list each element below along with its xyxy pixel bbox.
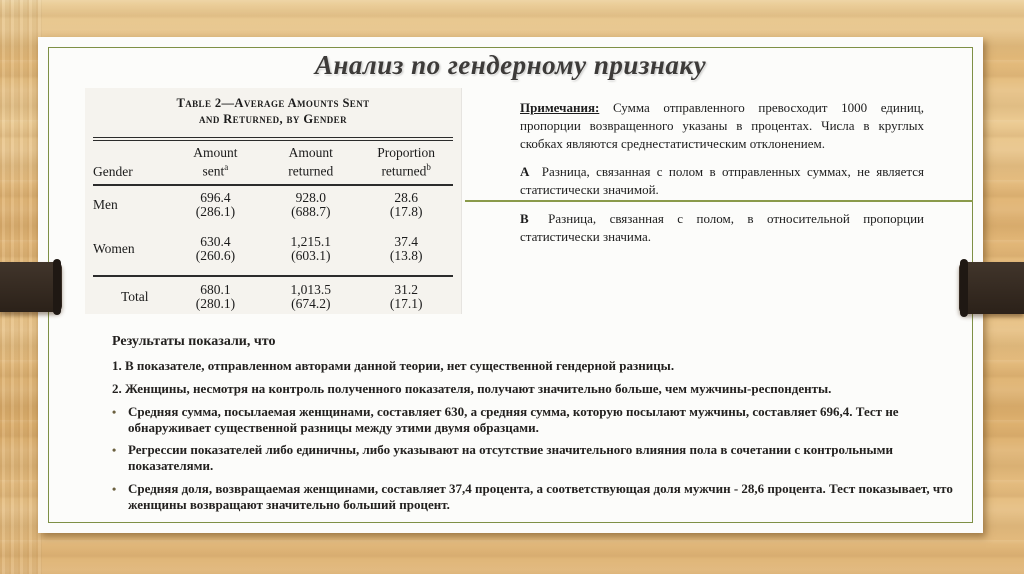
bullet-text: Регрессии показателей либо единичны, либо указывают на отсутствие значительного влияния пола в сочетании с контрольными показателями. (128, 442, 893, 474)
note-a (520, 163, 924, 199)
notes-divider-line (465, 200, 973, 202)
left-ribbon-cap (53, 259, 61, 315)
note-b-text: Разница, связанная с полом, в относительной пропорции статистически значима. (520, 211, 924, 244)
table-caption-line2: and Returned, by Gender (199, 111, 347, 126)
cell-proportion-returned: 28.6 (17.8) (389, 189, 423, 219)
table-caption-line1: Table 2—Average Amounts Sent (176, 96, 370, 110)
cell-amount-sent: 630.4 (260.6) (195, 233, 236, 263)
results-bullet-3 (112, 481, 960, 513)
table-row-total (93, 276, 453, 315)
table-header-row (93, 141, 453, 185)
cell-amount-returned: 928.0 (688.7) (291, 189, 331, 219)
cell-proportion-returned: 37.4 (13.8) (389, 233, 423, 263)
results-section (112, 334, 960, 520)
table-row-men (93, 185, 453, 235)
bullet-icon: • (112, 443, 117, 458)
page-title: Анализ по гендерному признаку (314, 50, 707, 80)
notes-body: Сумма отправленного превосходит 1000 единиц, пропорции возвращенного указаны в процентах. Числа в круглых скобках являются среднестатистическим отклонением. (520, 100, 924, 151)
table-image (85, 88, 462, 314)
cell-gender: Total (93, 276, 169, 315)
notes-label: Примечания: (520, 100, 600, 115)
cell-amount-sent: 696.4 (286.1) (195, 189, 236, 219)
bullet-text: Средняя сумма, посылаемая женщинами, составляет 630, а средняя сумма, которую посылают мужчины, составляет 696,4. Тест не обнаруживает существенной разницы между этими двумя образцами. (128, 403, 899, 435)
column-header-amount-returned: Amount returned (262, 141, 359, 185)
cell-amount-returned: 1,013.5 (674.2) (262, 276, 359, 315)
notes-paragraph (520, 99, 924, 153)
cell-amount-returned: 1,215.1 (603.1) (290, 233, 332, 263)
bullet-icon: • (112, 482, 117, 497)
note-a-text: Разница, связанная с полом в отправленных суммах, не является статистически значимой. (520, 164, 924, 197)
cell-gender: Women (93, 240, 135, 256)
table-row-women (93, 235, 453, 276)
results-item-2: 2. Женщины, несмотря на контроль полученного показателя, получают значительно больше, чем мужчины-респонденты. (112, 380, 832, 396)
bullet-text: Средняя доля, возвращаемая женщинами, составляет 37,4 процента, а соответствующая доля мужчин - 28,6 процента. Тест показывает, что женщины возвращают значительно больший процент. (128, 481, 953, 513)
column-header-proportion-returned: Proportion returned$^b$ (359, 141, 453, 185)
note-b (520, 210, 924, 246)
cell-gender: Men (93, 196, 118, 212)
results-bullet-2 (112, 442, 960, 474)
bullet-icon: • (112, 404, 117, 419)
results-heading: Результаты показали, что (112, 334, 276, 349)
left-ribbon-tab (0, 262, 62, 312)
right-ribbon-cap (960, 259, 968, 317)
note-a-letter: А (520, 164, 530, 179)
right-ribbon-tab (959, 262, 1024, 314)
cell-amount-sent: 680.1 (280.1) (169, 276, 263, 315)
gender-amounts-table (93, 141, 453, 314)
title-row (38, 50, 983, 81)
note-b-letter: В (520, 211, 529, 226)
cell-proportion-returned: 31.2 (17.1) (359, 276, 453, 315)
table-caption (93, 94, 453, 141)
slide-card (38, 37, 983, 533)
results-item-1: 1. В показателе, отправленном авторами данной теории, нет существенной гендерной разницы. (112, 358, 675, 373)
column-header-gender: Gender (93, 141, 169, 185)
column-header-amount-sent: Amount sent$^a$ (169, 141, 263, 185)
results-bullet-1 (112, 404, 960, 436)
